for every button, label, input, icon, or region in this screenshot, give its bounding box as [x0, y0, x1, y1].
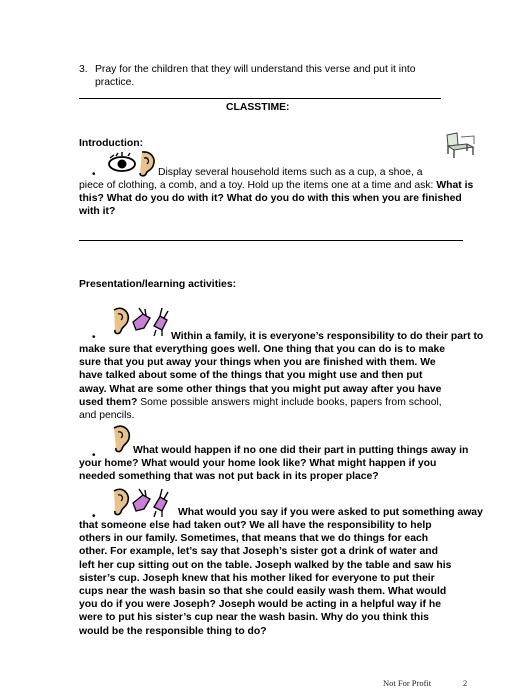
p3-line-9: were to put his sister’s cup near the wash basin. Why do you think this	[79, 612, 429, 624]
p3-line-6: sister’s cup. Joseph knew that his mother liked for everyone to put their	[79, 572, 435, 584]
p1-line-4: have talked about some of the things that you might use and then put	[79, 370, 423, 382]
p1-line-5: away. What are some other things that you might put away after you have	[79, 383, 442, 395]
p2-line-3: needed something that was not put back in its proper place?	[79, 471, 379, 483]
p3-line-4: other. For example, let’s say that Joseph’s sister got a drink of water and	[79, 546, 438, 558]
p3-paragraph	[79, 519, 491, 638]
ear-hand-hand-icon	[110, 485, 170, 519]
p2-paragraph	[79, 457, 491, 483]
p1-line-6-plain: Some possible answers might include books, papers from school,	[137, 396, 442, 408]
item-3-line-1: Pray for the children that they will understand this verse and put it into	[95, 64, 416, 75]
p3-line-1: What would you say if you were asked to put something away	[178, 507, 483, 518]
p3-line-3: others in our family. Sometimes, that means that we do things for each	[79, 533, 429, 545]
p1-line-3: sure that you put away your things when you are finished with them. We	[79, 357, 436, 369]
intro-line-2-plain: piece of clothing, a comb, and a toy. Hold up the items one at a time and ask:	[79, 180, 437, 191]
p1-line-2: make sure that everything goes well. One thing that you can do is to make	[79, 344, 446, 355]
page-number: 2	[463, 678, 468, 688]
intro-paragraph	[79, 179, 491, 219]
p3-line-5: left her cup sitting out on the table. Joseph walked by the table and saw his	[79, 559, 452, 571]
intro-bullet: •	[92, 169, 96, 180]
p2-line-1: What would happen if no one did their part in putting things away in	[133, 445, 469, 456]
p3-line-10: would be the responsible thing to do?	[79, 625, 267, 637]
p1-line-1: Within a family, it is everyone’s responsibility to do their part to	[171, 331, 484, 342]
intro-line-4: with it?	[79, 206, 116, 218]
p3-line-7: cups near the wash basin so that she could easily wash them. What would	[79, 586, 447, 598]
divider-1	[79, 98, 441, 99]
item-3-number: 3.	[79, 64, 88, 75]
classtime-heading: CLASSTIME:	[226, 102, 290, 113]
intro-line-2-bold: What is	[436, 180, 474, 191]
item-3-line-2: practice.	[95, 77, 135, 88]
p1-paragraph	[79, 343, 491, 422]
intro-line-3: this? What do you do with it? What do you do with this when you are finished	[79, 193, 462, 205]
divider-2	[79, 240, 463, 241]
intro-line-1: Display several household items such as a cup, a shoe, a	[158, 167, 423, 178]
p1-line-7: and pencils.	[79, 410, 135, 422]
p3-line-2: that someone else had taken out? We all have the responsibility to help	[79, 520, 432, 531]
p3-bullet: •	[92, 511, 96, 522]
p1-line-6-bold: used them?	[79, 396, 138, 408]
p1-bullet: •	[92, 332, 96, 343]
eye-ear-icon	[106, 149, 158, 177]
ear-hand-hand-icon	[110, 304, 170, 338]
p2-bullet: •	[92, 450, 96, 461]
p3-line-8: you do if you were Joseph? Joseph would be acting in a helpful way if he	[79, 599, 441, 611]
introduction-heading: Introduction:	[79, 138, 144, 149]
teacher-chair-icon	[443, 131, 477, 161]
presentation-heading: Presentation/learning activities:	[79, 279, 237, 290]
footer-text: Not For Profit	[383, 678, 432, 688]
ear-icon	[110, 423, 132, 455]
p2-line-2: your home? What would your home look like? What might happen if you	[79, 458, 437, 469]
